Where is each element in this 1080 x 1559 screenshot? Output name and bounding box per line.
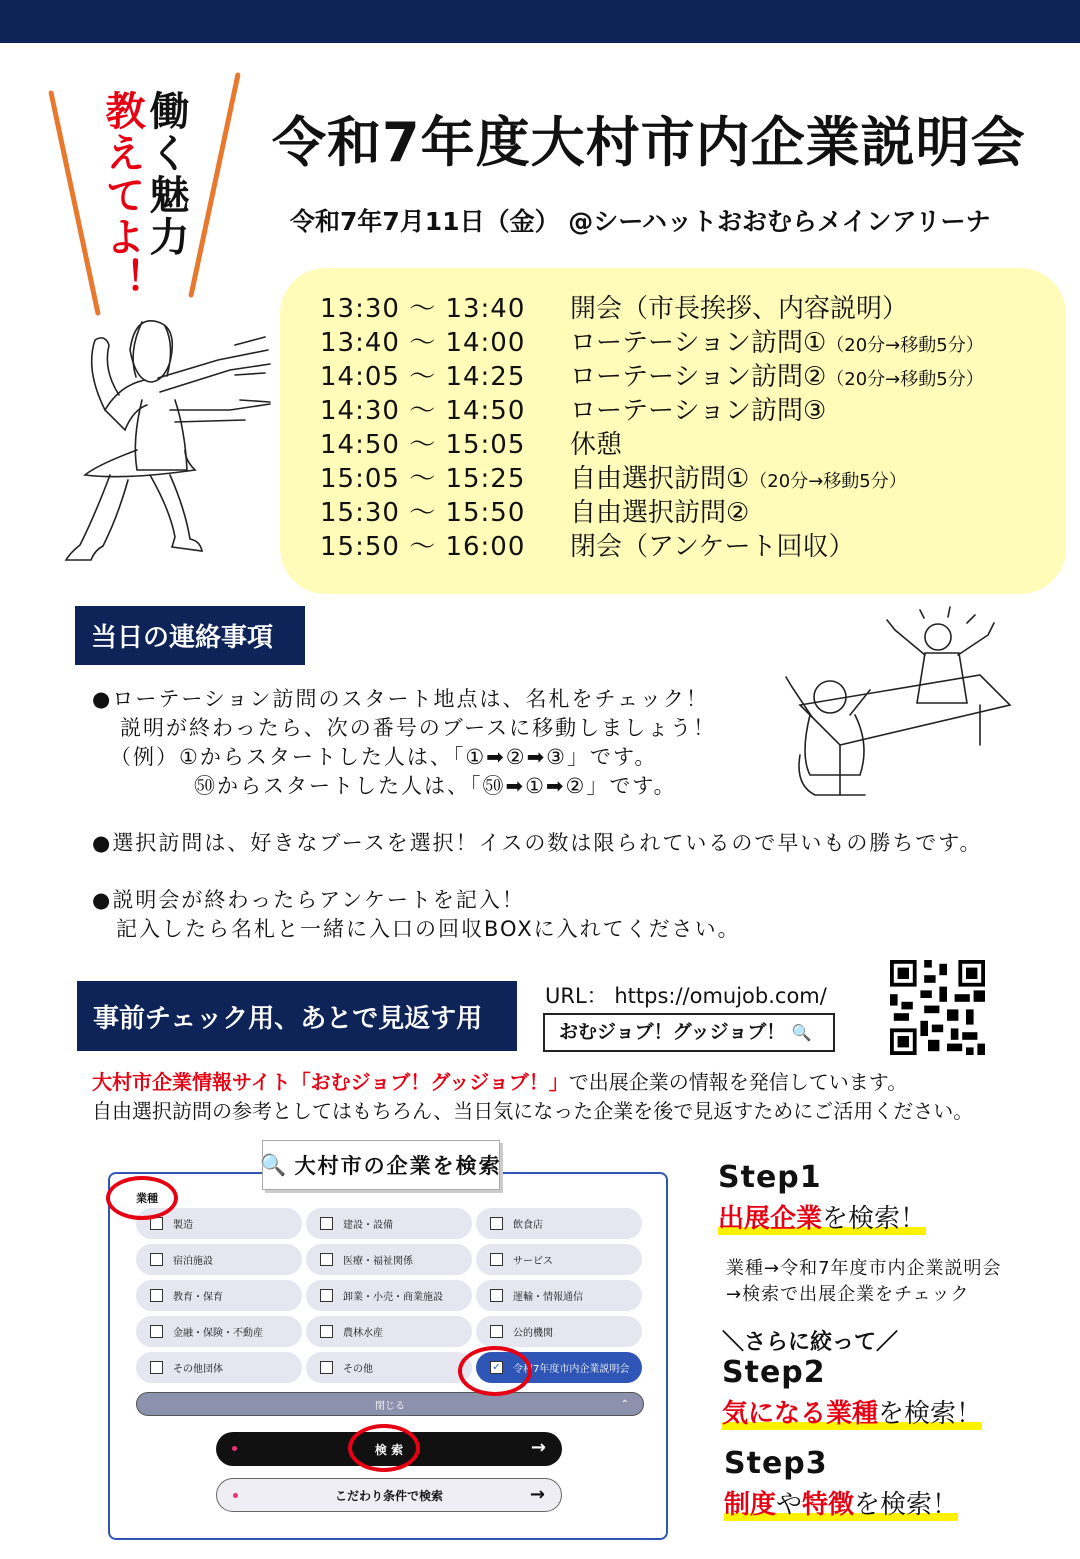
- close-button[interactable]: 閉じる ⌃: [136, 1392, 644, 1416]
- notice-line: ●説明会が終わったらアンケートを記入！: [92, 888, 525, 912]
- schedule-panel: [280, 268, 1066, 594]
- search-ui-mockup: [108, 1172, 668, 1540]
- highlight-circle: [458, 1346, 532, 1396]
- category-option-label: 飲食店: [513, 1220, 543, 1231]
- notice-line: ●選択訪問は、好きなブースを選択！イスの数は限られているので早いもの勝ちです。: [92, 831, 983, 855]
- checkbox-icon[interactable]: [320, 1289, 333, 1302]
- category-option[interactable]: [136, 1244, 302, 1275]
- schedule-row: 14:30 ～ 14:50 ローテーション訪問③: [320, 396, 827, 426]
- chevron-up-icon: ⌃: [620, 1398, 629, 1410]
- checkbox-icon[interactable]: [490, 1217, 503, 1230]
- checkbox-icon[interactable]: [150, 1325, 163, 1338]
- category-option-label: 宿泊施設: [173, 1256, 213, 1267]
- step1-label: Step1: [718, 1160, 822, 1195]
- step1-note: 業種→令和7年度市内企業説明会: [726, 1258, 1002, 1279]
- notice-heading: 当日の連絡事項: [75, 606, 305, 665]
- category-option-label: 令和7年度市内企業説明会: [513, 1364, 630, 1375]
- checkbox-icon[interactable]: [320, 1217, 333, 1230]
- intro-line2: 自由選択訪問の参考としてはもちろん、当日気になった企業を後で見返すためにご活用ください。: [92, 1099, 974, 1123]
- category-option-label: 医療・福祉関係: [343, 1256, 413, 1267]
- narrow-down-text: ＼さらに絞って／: [722, 1330, 899, 1355]
- search-button[interactable]: 検 索 →: [216, 1432, 562, 1466]
- notice-line: （例）①からスタートした人は、「①➡②➡③」です。: [110, 745, 658, 769]
- search-icon: 🔍: [791, 1023, 812, 1042]
- highlight-circle: [348, 1424, 420, 1472]
- category-option[interactable]: [306, 1244, 472, 1275]
- event-date-venue: 令和7年7月11日（金） @シーハットおおむらメインアリーナ: [290, 207, 991, 236]
- step2-label: Step2: [722, 1355, 826, 1390]
- checkbox-icon[interactable]: [320, 1361, 333, 1374]
- checkbox-icon[interactable]: [320, 1325, 333, 1338]
- step3-label: Step3: [724, 1446, 828, 1481]
- category-label: 業種: [136, 1192, 158, 1205]
- category-option-label: その他団体: [173, 1364, 223, 1375]
- notice-line: 説明が終わったら、次の番号のブースに移動しましょう！: [120, 716, 717, 740]
- schedule-row: 14:50 ～ 15:05 休憩: [320, 430, 623, 460]
- schedule-row: 14:05 ～ 14:25 ローテーション訪問②（20分→移動5分）: [320, 362, 984, 392]
- category-option[interactable]: [136, 1316, 302, 1347]
- notice-line: ●ローテーション訪問のスタート地点は、名札をチェック！: [92, 687, 709, 711]
- arrow-right-icon: →: [529, 1484, 545, 1505]
- category-option[interactable]: [136, 1280, 302, 1311]
- category-option-label: サービス: [513, 1256, 553, 1267]
- category-option[interactable]: [476, 1280, 642, 1311]
- site-url[interactable]: URL： https://omujob.com/: [545, 984, 827, 1008]
- page-title: 令和7年度大村市内企業説明会: [272, 111, 1026, 174]
- checkbox-icon[interactable]: [320, 1253, 333, 1266]
- site-name: 大村市企業情報サイト「おむジョブ！グッジョブ！」: [92, 1070, 569, 1094]
- category-option[interactable]: [476, 1208, 642, 1239]
- schedule-row: 13:30 ～ 13:40 開会（市長挨拶、内容説明）: [320, 294, 909, 324]
- category-option-label: 公的機関: [513, 1328, 553, 1339]
- step2-text: 気になる業種を検索！: [722, 1393, 982, 1430]
- schedule-row: 15:05 ～ 15:25 自由選択訪問①（20分→移動5分）: [320, 464, 907, 494]
- search-icon: 🔍: [260, 1152, 289, 1177]
- pointing-student-illustration: [30, 300, 280, 580]
- checkbox-icon[interactable]: [150, 1361, 163, 1374]
- category-option-label: 建設・設備: [343, 1220, 393, 1231]
- slogan-line2: 教えてよ！: [99, 90, 145, 300]
- precheck-heading: 事前チェック用、あとで見返す用: [77, 981, 517, 1051]
- category-option[interactable]: [306, 1352, 472, 1383]
- schedule-row: 13:40 ～ 14:00 ローテーション訪問①（20分→移動5分）: [320, 328, 984, 358]
- category-option-label: 製造: [173, 1220, 193, 1231]
- checkbox-checked-icon[interactable]: ✓: [490, 1361, 503, 1374]
- step1-note: →検索で出展企業をチェック: [726, 1284, 970, 1305]
- qr-code[interactable]: [890, 960, 985, 1055]
- category-option[interactable]: [306, 1316, 472, 1347]
- slogan-line-left: [48, 90, 101, 316]
- schedule-row: 15:30 ～ 15:50 自由選択訪問②: [320, 498, 750, 528]
- category-option[interactable]: [476, 1316, 642, 1347]
- highlight-circle: [106, 1176, 178, 1220]
- site-search-box[interactable]: [543, 1013, 835, 1052]
- top-banner: [0, 0, 1080, 43]
- step3-text: 制度や特徴を検索！: [724, 1484, 958, 1521]
- step1-text: 出展企業を検索！: [718, 1198, 926, 1235]
- slogan-line1: 働く魅力: [143, 90, 189, 258]
- interview-illustration: [780, 605, 1020, 815]
- site-search-text: おむジョブ！グッジョブ！: [559, 1021, 786, 1043]
- intro-line1: 大村市企業情報サイト「おむジョブ！グッジョブ！」で出展企業の情報を発信しています。: [92, 1070, 908, 1094]
- slogan-line-right: [188, 72, 241, 298]
- category-option-label: その他: [343, 1364, 373, 1375]
- category-option-label: 農林水産: [343, 1328, 383, 1339]
- checkbox-icon[interactable]: [490, 1289, 503, 1302]
- arrow-right-icon: →: [530, 1437, 546, 1458]
- schedule-row: 15:50 ～ 16:00 閉会（アンケート回収）: [320, 532, 855, 562]
- category-option[interactable]: [136, 1352, 302, 1383]
- category-option[interactable]: [476, 1244, 642, 1275]
- notice-line: 記入したら名札と一緒に入口の回収BOXに入れてください。: [116, 917, 741, 941]
- category-option-label: 運輸・情報通信: [513, 1292, 583, 1303]
- checkbox-icon[interactable]: [150, 1289, 163, 1302]
- category-option[interactable]: [306, 1208, 472, 1239]
- checkbox-icon[interactable]: [490, 1325, 503, 1338]
- mock-search-title: 🔍 大村市の企業を検索: [262, 1140, 500, 1190]
- category-option-label: 金融・保険・不動産: [173, 1328, 263, 1339]
- category-option-label: 教育・保育: [173, 1292, 223, 1303]
- checkbox-icon[interactable]: [150, 1253, 163, 1266]
- checkbox-icon[interactable]: [490, 1253, 503, 1266]
- category-option-label: 卸業・小売・商業施設: [343, 1292, 443, 1303]
- category-option[interactable]: [306, 1280, 472, 1311]
- notice-line: ㊿からスタートした人は、「㊿➡①➡②」です。: [194, 774, 677, 798]
- advanced-search-button[interactable]: こだわり条件で検索 →: [216, 1478, 562, 1512]
